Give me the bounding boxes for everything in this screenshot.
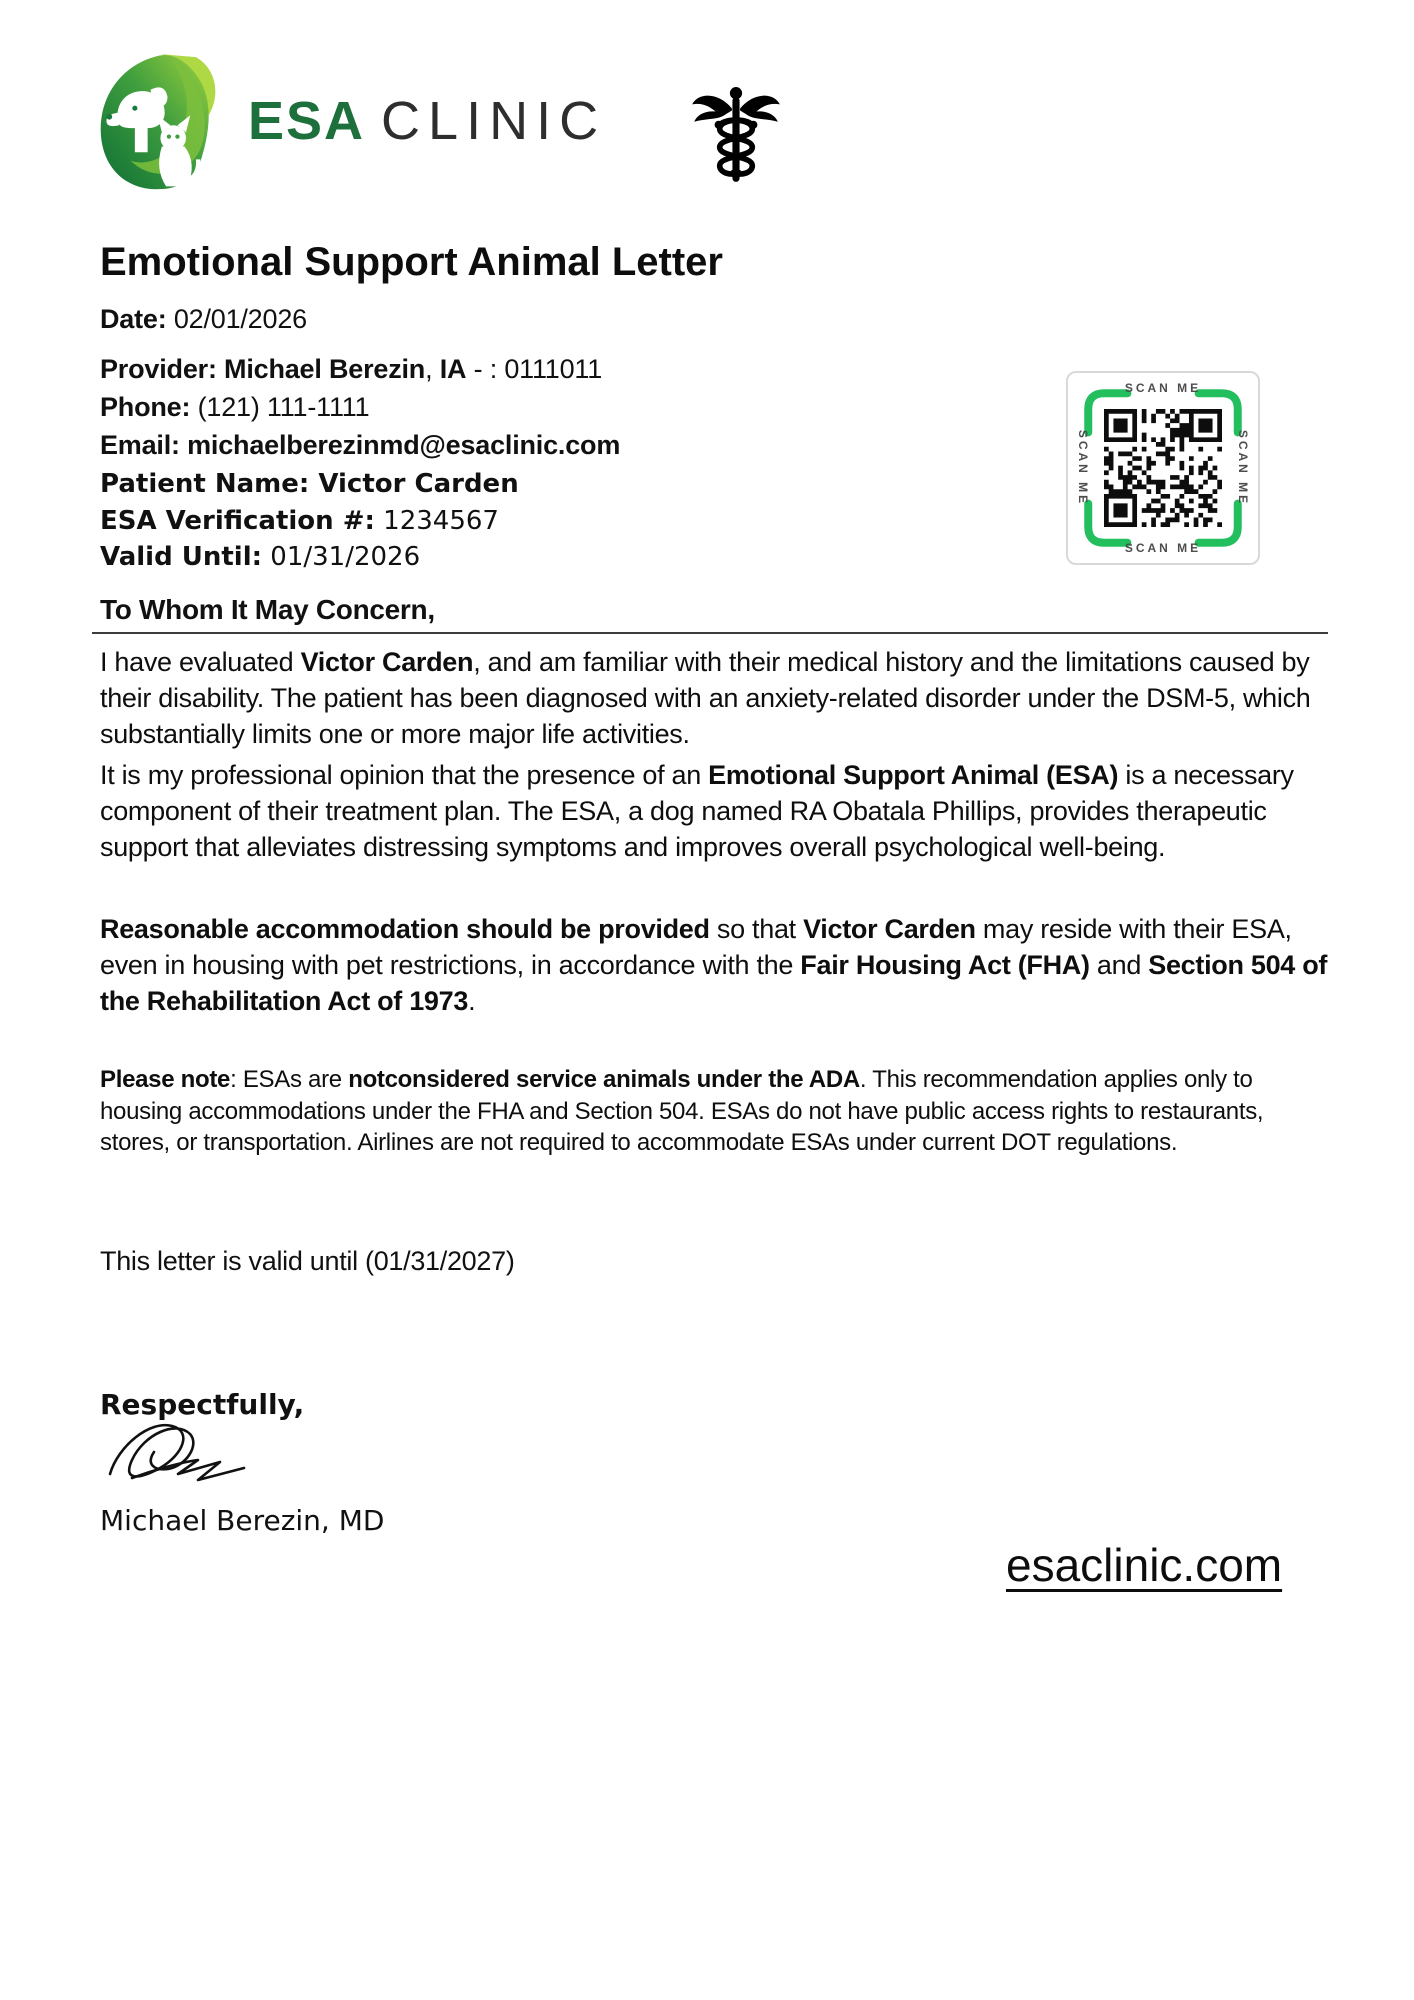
qr-scan-me-bottom: SCAN ME [1124,541,1202,555]
validity-line: This letter is valid until (01/31/2027) [100,1246,515,1276]
phone-line: Phone: (121) 111-1111 [100,392,370,422]
brand-header [88,50,788,192]
paragraph-evaluation: I have evaluated Victor Carden, and am familiar with their medical history and the limitations caused by their disability. The patient has been diagnosed with an anxiety-related disorder under the DSM-5, which substantially limits one or more major life activities. [100,647,1311,749]
dog-cat-leaf-logo-icon [88,50,230,192]
valid-until-line: Valid Until: 01/31/2026 [100,542,421,572]
salutation: To Whom It May Concern, [100,594,435,625]
signer-name: Michael Berezin, MD [100,1504,385,1537]
handwritten-signature [102,1412,252,1490]
qr-scan-me-right: SCAN ME [1236,429,1250,507]
patient-name-line: Patient Name: Victor Carden [100,469,519,499]
paragraph-opinion: It is my professional opinion that the presence of an Emotional Support Animal (ESA) is a necessary component of their treatment plan. The ESA, a dog named RA Obatala Phillips, provides therapeutic support that alleviates distressing symptoms and improves overall psychological well-being. [100,760,1294,862]
qr-code-card [1066,371,1260,565]
qr-scan-me-top: SCAN ME [1124,381,1202,395]
paragraph-accommodation: Reasonable accommodation should be provided so that Victor Carden may reside with their ESA, even in housing with pet restrictions, in accordance with the Fair Housing Act (FHA) and Section 504 of the Rehabilitation Act of 1973. [100,914,1328,1016]
patient-block [100,466,519,576]
provider-block [100,350,620,464]
website-link[interactable]: esaclinic.com [1006,1539,1283,1591]
qr-modules [1104,409,1222,527]
caduceus-icon [684,84,788,186]
brand-name [248,90,606,152]
brand-name-clinic: CLINIC [381,91,607,151]
date-line: Date: 02/01/2026 [100,304,307,334]
brand-name-esa: ESA [248,91,366,151]
divider [92,632,1328,634]
paragraph-note: Please note: ESAs are notconsidered service animals under the ADA. This recommendation applies only to housing accommodations under the FHA and Section 504. ESAs do not have public access rights to restaurants, stores, or transportation. Airlines are not required to accommodate ESAs under current DOT regulations. [100,1066,1264,1156]
qr-scan-me-left: SCAN ME [1076,429,1090,507]
qr-code [1104,409,1222,527]
page-title: Emotional Support Animal Letter [100,240,723,284]
closing: Respectfully, [100,1388,305,1421]
provider-line: Provider: Michael Berezin, IA - : 0111011 [100,354,603,384]
verification-line: ESA Verification #: 1234567 [100,505,499,536]
email-line: Email: michaelberezinmd@esaclinic.com [100,430,621,460]
